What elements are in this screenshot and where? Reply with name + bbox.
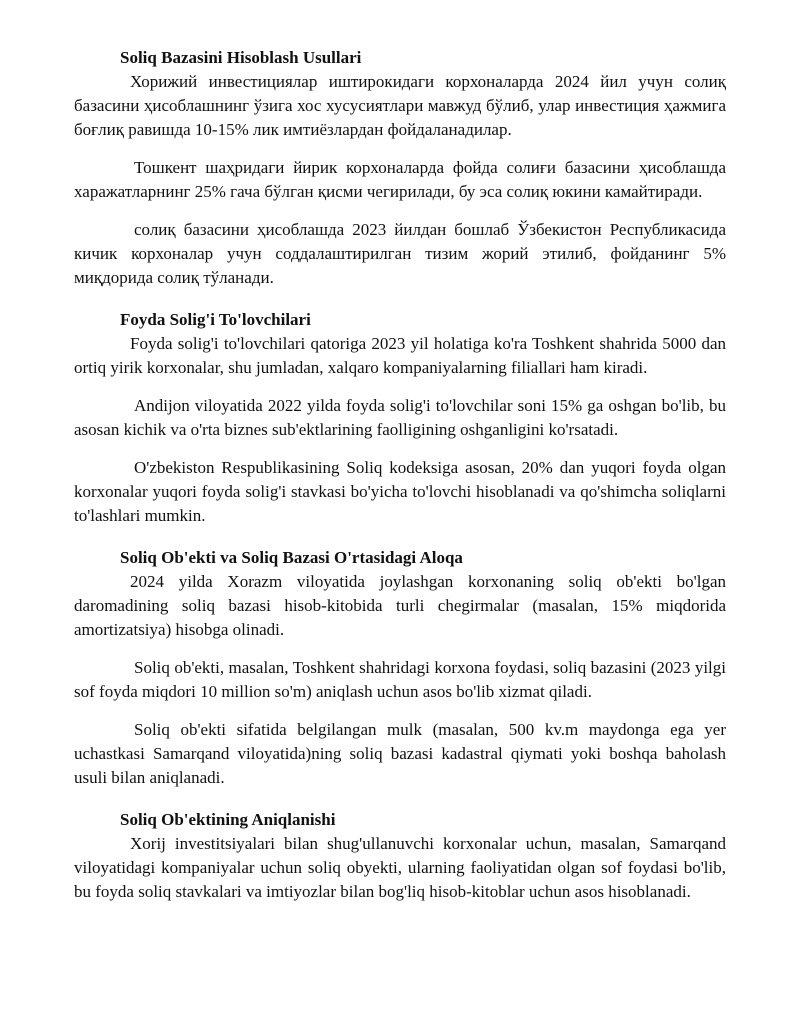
section-profit-tax-payers	[74, 308, 726, 528]
paragraph: Foyda solig'i to'lovchilari qatoriga 2023 yil holatiga ko'ra Toshkent shahrida 5000 dan ortiq yirik korxonalar, shu jumladan, xalqaro kompaniyalarning filiallari ham kiradi.	[74, 334, 726, 377]
paragraph: Xorij investitsiyalari bilan shug'ullanuvchi korxonalar uchun, masalan, Samarqand viloyatidagi kompaniyalar uchun soliq obyekti, ularning faoliyatidan olgan sof foydasi bo'lib, bu foyda soliq stavkalari va imtiyozlar bilan bog'liq hisob-kitoblar uchun asos hisoblanadi.	[74, 834, 726, 901]
section-heading: Soliq Ob'ekti va Soliq Bazasi O'rtasidagi Aloqa	[120, 548, 463, 567]
section-heading: Soliq Bazasini Hisoblash Usullari	[120, 48, 362, 67]
paragraph: Тошкент шаҳридаги йирик корхоналарда фойда солиғи базасини ҳисоблашда харажатларнинг 25% гача бўлган қисми чегирилади, бу эса солиқ юкини камайтиради.	[74, 158, 726, 201]
paragraph: Хорижий инвестициялар иштирокидаги корхоналарда 2024 йил учун солиқ базасини ҳисоблашнинг ўзига хос хусусиятлари мавжуд бўлиб, улар инвестиция ҳажмига боғлиқ равишда 10-15% лик имтиёзлардан фойдаланадилар.	[74, 72, 726, 139]
section-tax-base-methods	[74, 46, 726, 290]
paragraph: солиқ базасини ҳисоблашда 2023 йилдан бошлаб Ўзбекистон Республикасида кичик корхоналар учун соддалаштирилган тизим жорий этилиб, фойданинг 5% миқдорида солиқ тўланади.	[74, 220, 726, 287]
paragraph: Andijon viloyatida 2022 yilda foyda solig'i to'lovchilar soni 15% ga oshgan bo'lib, bu asosan kichik va o'rta biznes sub'ektlarining faolligining oshganligini ko'rsatadi.	[74, 396, 726, 439]
section-heading: Foyda Solig'i To'lovchilari	[120, 310, 311, 329]
section-heading: Soliq Ob'ektining Aniqlanishi	[120, 810, 336, 829]
section-object-determination	[74, 808, 726, 904]
paragraph: O'zbekiston Respublikasining Soliq kodeksiga asosan, 20% dan yuqori foyda olgan korxonalar yuqori foyda solig'i stavkasi bo'yicha to'lovchi hisoblanadi va qo'shimcha soliqlarni to'lashlari mumkin.	[74, 458, 726, 525]
paragraph: Soliq ob'ekti, masalan, Toshkent shahridagi korxona foydasi, soliq bazasini (2023 yilgi sof foyda miqdori 10 million so'm) aniqlash uchun asos bo'lib xizmat qiladi.	[74, 658, 726, 701]
section-object-base-relation	[74, 546, 726, 790]
paragraph: 2024 yilda Xorazm viloyatida joylashgan korxonaning soliq ob'ekti bo'lgan daromadining soliq bazasi hisob-kitobida turli chegirmalar (masalan, 15% miqdorida amortizatsiya) hisobga olinadi.	[74, 572, 726, 639]
paragraph: Soliq ob'ekti sifatida belgilangan mulk (masalan, 500 kv.m maydonga ega yer uchastkasi Samarqand viloyatida)ning soliq bazasi kadastral qiymati yoki boshqa baholash usuli bilan aniqlanadi.	[74, 720, 726, 787]
